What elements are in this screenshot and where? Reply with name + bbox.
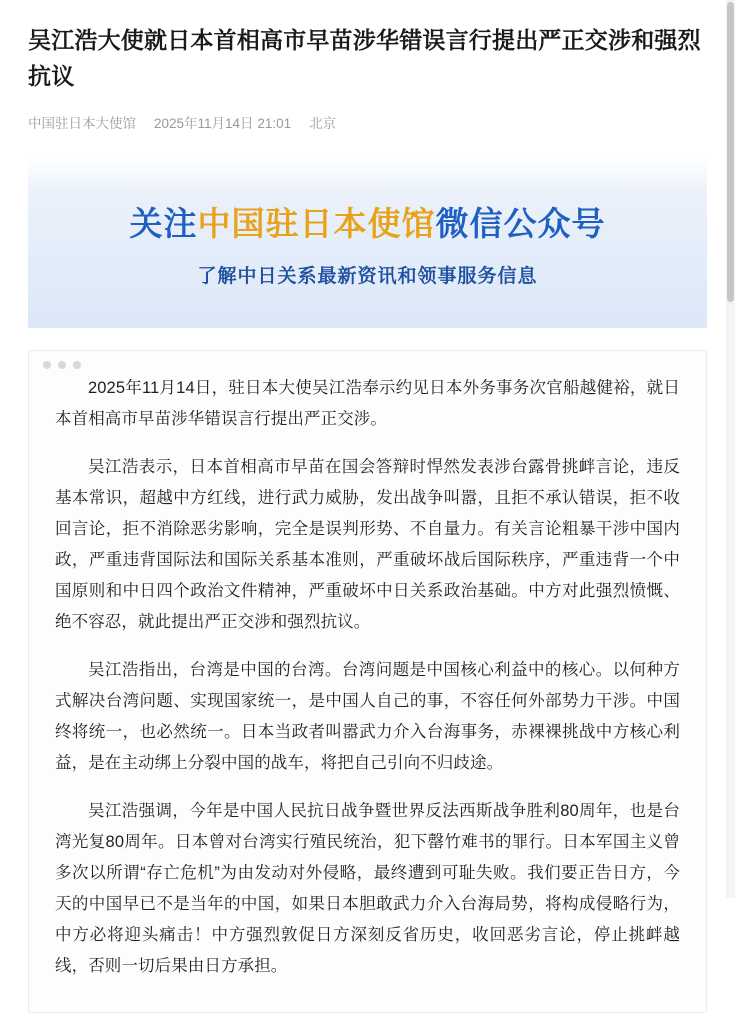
- meta-location: 北京: [309, 116, 337, 131]
- meta-datetime: 2025年11月14日 21:01: [154, 116, 292, 131]
- scrollbar-thumb[interactable]: [727, 2, 734, 302]
- article-meta: [0, 94, 735, 132]
- card-dots-decoration: [43, 361, 81, 369]
- article-body-card: [28, 350, 707, 1013]
- page-title: 吴江浩大使就日本首相高市早苗涉华错误言行提出严正交涉和强烈抗议: [28, 27, 701, 89]
- banner-headline-part1: 关注: [129, 205, 198, 242]
- page-scrollbar[interactable]: [726, 0, 735, 898]
- article-paragraph: 吴江浩强调，今年是中国人民抗日战争暨世界反法西斯战争胜利80周年，也是台湾光复80周年。日本曾对台湾实行殖民统治，犯下罄竹难书的罪行。日本军国主义曾多次以所谓“存亡危机”为由发动对外侵略，最终遭到可耻失败。我们要正告日方，今天的中国早已不是当年的中国，如果日本胆敢武力介入台海局势，将构成侵略行为，中方必将迎头痛击！中方强烈敦促日方深刻反省历史，收回恶劣言论，停止挑衅越线，否则一切后果由日方承担。: [55, 802, 680, 975]
- banner-subheadline: 了解中日关系最新资讯和领事服务信息: [197, 266, 538, 287]
- article-paragraph: 吴江浩表示，日本首相高市早苗在国会答辩时悍然发表涉台露骨挑衅言论，违反基本常识，超越中方红线，进行武力威胁，发出战争叫嚣，且拒不承认错误，拒不收回言论，拒不消除恶劣影响，完全是误判形势、不自量力。有关言论粗暴干涉中国内政，严重违背国际法和国际关系基本准则，严重破坏战后国际秩序，严重违背一个中国原则和中日四个政治文件精神，严重破坏中日关系政治基础。中方对此强烈愤慨、绝不容忍，就此提出严正交涉和强烈抗议。: [55, 458, 680, 631]
- wechat-promo-banner[interactable]: [28, 158, 707, 328]
- article-paragraph: 吴江浩指出，台湾是中国的台湾。台湾问题是中国核心利益中的核心。以何种方式解决台湾问题、实现国家统一，是中国人自己的事，不容任何外部势力干涉。中国终将统一，也必然统一。日本当政者叫嚣武力介入台海事务，赤裸裸挑战中方核心利益，是在主动绑上分裂中国的战车，将把自己引向不归歧途。: [55, 661, 680, 772]
- article-paragraph: 2025年11月14日，驻日本大使吴江浩奉示约见日本外务事务次官船越健裕，就日本首相高市早苗涉华错误言行提出严正交涉。: [55, 379, 680, 428]
- banner-headline-part3: 微信公众号: [435, 205, 606, 242]
- dot-icon: [58, 361, 66, 369]
- banner-headline-part2: 中国驻日本使馆: [197, 205, 436, 242]
- dot-icon: [43, 361, 51, 369]
- dot-icon: [73, 361, 81, 369]
- banner-headline: [130, 198, 606, 245]
- meta-source: 中国驻日本大使馆: [28, 116, 136, 131]
